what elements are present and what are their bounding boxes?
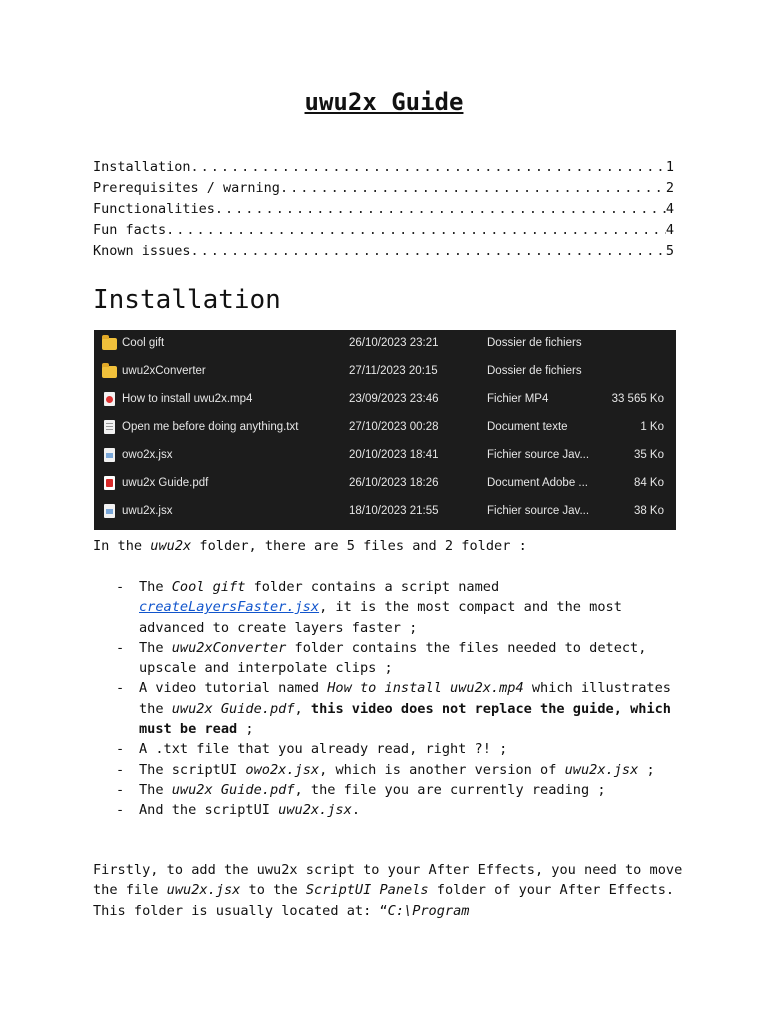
toc-leader	[215, 199, 666, 220]
file-size: 35 Ko	[633, 449, 664, 461]
text-run-italic: uwu2x.jsx	[278, 802, 352, 819]
text-run: In the	[93, 538, 151, 554]
file-date: 20/10/2023 18:41	[349, 449, 439, 461]
list-item	[93, 678, 673, 739]
text-run-italic: uwu2x	[150, 538, 192, 554]
text-run: , which is another version of	[319, 761, 565, 778]
text-run: folder, there are 5 files and 2 folder :	[191, 538, 527, 554]
text-run: A video tutorial named	[139, 680, 328, 697]
list-item	[93, 577, 673, 638]
list-item	[93, 760, 673, 780]
text-run-italic: uwu2x Guide.pdf	[171, 781, 295, 798]
list-item	[93, 638, 673, 679]
text-run: ;	[237, 721, 254, 738]
file-size: 1 Ko	[640, 421, 664, 433]
text-run: to the	[240, 882, 306, 899]
create-layers-faster-link[interactable]: createLayersFaster.jsx	[139, 599, 320, 616]
file-date: 26/10/2023 23:21	[349, 337, 439, 349]
text-run-italic: C:\Program	[387, 902, 470, 919]
pdf-file-icon	[102, 476, 116, 490]
file-row	[94, 386, 676, 414]
text-run: ;	[638, 761, 655, 778]
table-of-contents	[93, 157, 674, 262]
toc-leader	[191, 241, 666, 262]
text-run: , the file you are currently reading ;	[294, 781, 606, 798]
toc-page-number: 5	[665, 243, 674, 259]
toc-entry-functionalities[interactable]	[93, 199, 674, 220]
contents-list	[93, 577, 673, 821]
text-run: The	[139, 639, 172, 656]
file-name: owo2x.jsx	[122, 449, 173, 461]
file-date: 27/11/2023 20:15	[349, 365, 438, 377]
file-name: Cool gift	[122, 337, 165, 349]
file-size: 84 Ko	[633, 477, 664, 489]
file-name: uwu2xConverter	[122, 365, 206, 377]
text-run-italic: uwu2x.jsx	[166, 882, 241, 899]
text-run: And the scriptUI	[139, 802, 279, 819]
toc-page-number: 2	[665, 180, 674, 196]
text-run: The	[139, 579, 172, 595]
toc-entry-fun-facts[interactable]	[93, 220, 674, 241]
file-name: uwu2x Guide.pdf	[122, 477, 209, 489]
text-run-italic: How to install uwu2x.mp4	[327, 680, 524, 697]
toc-label: Prerequisites / warning	[93, 180, 280, 196]
document-title: uwu2x Guide	[304, 88, 464, 116]
text-run: Firstly, to add the uwu2x script to your After Effects, you need to move the file	[93, 862, 683, 899]
text-file-icon	[102, 420, 116, 434]
file-name: How to install uwu2x.mp4	[122, 393, 253, 405]
text-run: A .txt file that you already read, right ?! ;	[139, 741, 508, 758]
toc-entry-prerequisites[interactable]	[93, 178, 674, 199]
list-item	[93, 800, 673, 820]
script-file-icon	[102, 448, 116, 462]
text-run: folder contains a script named	[245, 579, 500, 595]
text-run-italic: Cool gift	[171, 579, 246, 595]
file-name: uwu2x.jsx	[122, 505, 173, 517]
text-run: The	[139, 781, 172, 798]
text-run-italic: owo2x.jsx	[245, 761, 320, 778]
file-row	[94, 330, 676, 358]
file-type: Fichier source Jav...	[487, 449, 590, 461]
file-size: 38 Ko	[633, 505, 664, 517]
text-run: folder contains the files needed to detect, upscale and interpolate clips ;	[139, 639, 647, 677]
toc-leader	[166, 220, 666, 241]
file-row	[94, 414, 676, 442]
text-run-italic: uwu2x Guide.pdf	[171, 700, 295, 717]
file-row	[94, 358, 676, 386]
file-type: Document Adobe ...	[487, 477, 589, 489]
file-explorer-screenshot	[94, 330, 676, 530]
toc-label: Installation	[93, 159, 191, 175]
file-row	[94, 498, 676, 526]
file-name: Open me before doing anything.txt	[122, 421, 299, 433]
text-run-italic: uwu2xConverter	[171, 639, 287, 656]
text-run-italic: ScriptUI Panels	[305, 882, 429, 899]
text-run: folder of your After Effects. This folder is usually located at: “	[93, 882, 675, 919]
toc-leader	[191, 157, 666, 178]
file-type: Document texte	[487, 421, 568, 433]
toc-page-number: 4	[665, 201, 674, 217]
video-file-icon	[102, 392, 116, 406]
file-type: Dossier de fichiers	[487, 365, 582, 377]
text-run-bold: this video does not replace the guide, which must be read	[139, 700, 671, 738]
toc-label: Fun facts	[93, 222, 167, 238]
folder-icon	[102, 364, 116, 378]
file-row	[94, 442, 676, 470]
toc-entry-known-issues[interactable]	[93, 241, 674, 262]
list-item	[93, 780, 673, 800]
file-type: Fichier source Jav...	[487, 505, 590, 517]
toc-label: Functionalities	[93, 201, 215, 217]
script-file-icon	[102, 504, 116, 518]
toc-entry-installation[interactable]	[93, 157, 674, 178]
list-item	[93, 739, 673, 759]
file-size: 33 565 Ko	[611, 393, 664, 405]
file-date: 26/10/2023 18:26	[349, 477, 439, 489]
folder-icon	[102, 336, 116, 350]
toc-leader	[280, 178, 666, 199]
file-type: Fichier MP4	[487, 393, 549, 405]
toc-page-number: 4	[665, 222, 674, 238]
toc-label: Known issues	[93, 243, 191, 259]
text-run: , it is the most compact and the most advanced to create layers faster ;	[139, 599, 622, 636]
file-type: Dossier de fichiers	[487, 337, 582, 349]
text-run-italic: uwu2x.jsx	[564, 761, 639, 778]
text-run: ,	[294, 700, 311, 717]
text-run: which illustrates the	[139, 680, 671, 717]
file-date: 23/09/2023 23:46	[349, 393, 439, 405]
text-run: The scriptUI	[139, 761, 246, 778]
file-row	[94, 470, 676, 498]
file-date: 27/10/2023 00:28	[349, 421, 439, 433]
file-date: 18/10/2023 21:55	[349, 505, 439, 517]
section-heading-installation: Installation	[93, 285, 281, 315]
install-paragraph	[93, 860, 683, 921]
text-run: .	[351, 802, 360, 819]
toc-page-number: 1	[665, 159, 674, 175]
intro-paragraph	[93, 536, 683, 556]
